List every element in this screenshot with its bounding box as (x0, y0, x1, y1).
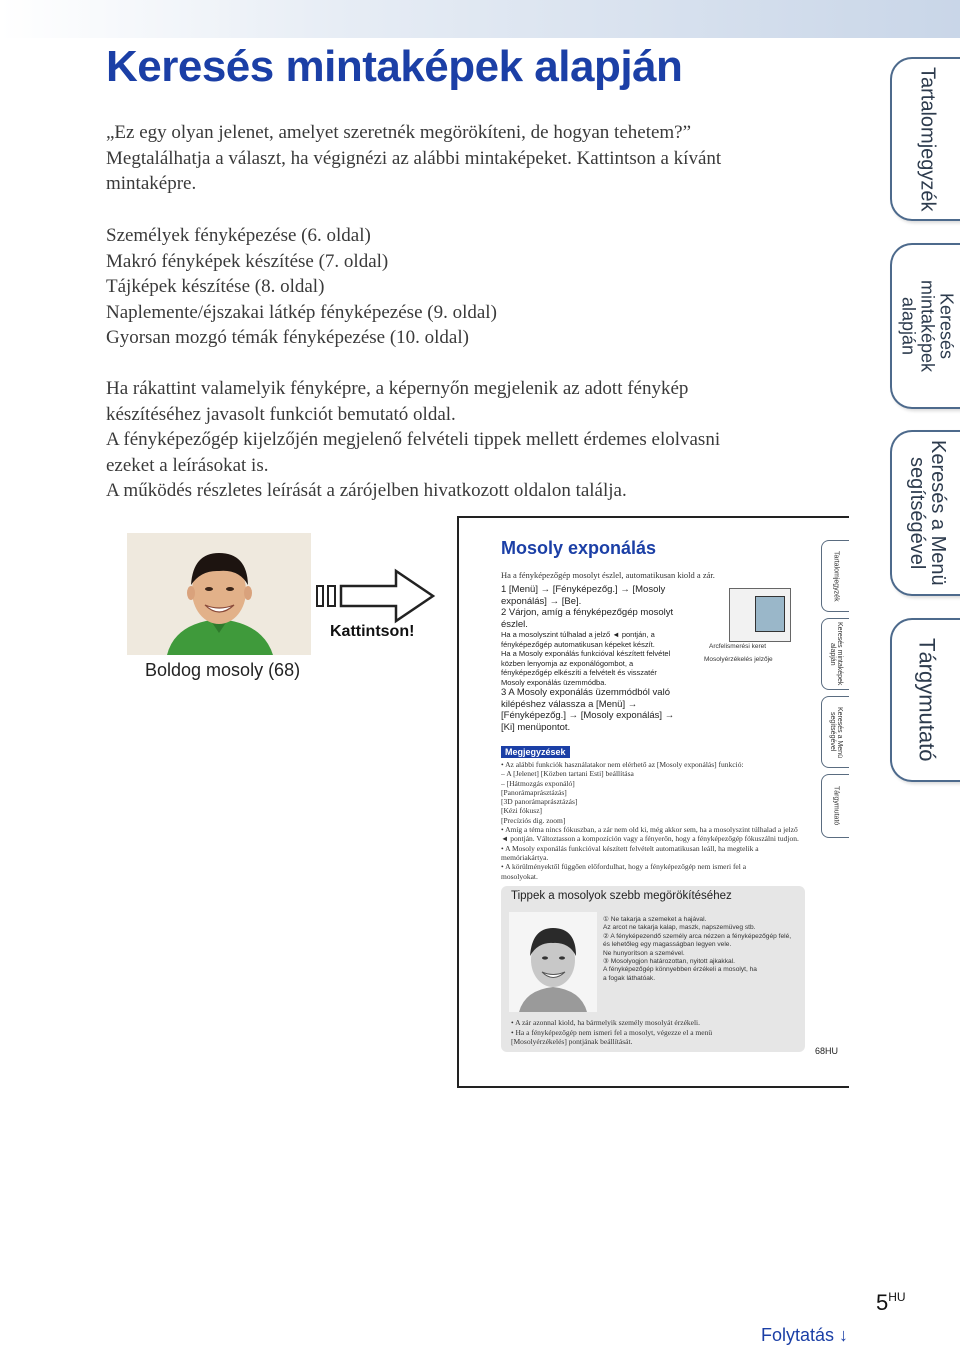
thumb-step-line: Ha a Mosoly exponálás funkcióval készített felvétel (501, 649, 671, 658)
thumb-tip-line: a fogak láthatóak. (603, 974, 656, 982)
thumb-note-line: ◄ pontján. Változtasson a kompozíción vagy a fényerőn, hogy a fényképezőgép fókuszálni tudjon. (501, 834, 799, 844)
thumb-note-line: mosolyokat. (501, 871, 538, 881)
page-number-value: 5 (876, 1290, 889, 1315)
thumb-tip-bottom-line: • Ha a fényképezőgép nem ismeri fel a mosolyt, végezze el a menü (511, 1027, 713, 1037)
body-line: A működés részletes leírását a zárójelben hivatkozott oldalon találja. (106, 480, 627, 501)
thumb-note-line: [Precíziós dig. zoom] (501, 815, 566, 825)
arrow-right-icon (316, 568, 438, 624)
thumb-tips-box (501, 886, 805, 1052)
thumb-step-line: fényképezőgép elkészíti a felvételt és visszatér (501, 668, 657, 677)
tab-sample-search-label: Keresés mintaképek alapján (898, 279, 957, 373)
tab-index-label: Tárgymutató (914, 638, 940, 762)
thumb-note-line: • Az alábbi funkciók használatakor nem elérhető az [Mosoly exponálás] funkció: (501, 760, 744, 769)
thumb-note-line: memóriakártya. (501, 852, 549, 862)
thumb-tab-sample-search (821, 618, 849, 690)
thumb-tab-menu-search (821, 696, 849, 768)
body-paragraph (106, 376, 851, 504)
thumb-step-line: [Ki] menüpontot. (501, 721, 571, 733)
thumb-note-line: – A [Jelenet] [Közben tartani Esti] beállítása (501, 769, 634, 779)
header-bar (0, 0, 960, 38)
continue-link[interactable]: Folytatás ↓ (761, 1325, 849, 1345)
link-people[interactable]: Személyek fényképezése (6. oldal) (106, 225, 371, 246)
thumb-tip-line: ③ Mosolyogjon határozottan, nyitott ajkakkal. (603, 958, 735, 966)
tab-sample-search[interactable] (890, 243, 960, 409)
tab-contents[interactable] (890, 57, 960, 221)
thumb-title: Mosoly exponálás (501, 538, 657, 558)
page-number-suffix: HU (888, 1290, 906, 1304)
photo-caption: Boldog mosoly (68) (145, 660, 301, 680)
tab-index[interactable] (890, 618, 960, 782)
thumb-step-line: észlel. (501, 618, 528, 630)
body-line: ezeket a leírásokat is. (106, 454, 269, 476)
thumb-step-line: közben lenyomja az exponálógombot, a (501, 658, 634, 668)
thumb-tip-bottom-line: • A zár azonnal kiold, ha bármelyik személy mosolyát érzékeli. (511, 1018, 701, 1027)
page-number (876, 1290, 906, 1316)
thumb-step-line: exponálás] → [Be]. (501, 595, 582, 607)
sample-photo-happy-smile[interactable] (127, 533, 311, 655)
thumb-camera-label: Mosolyérzékelés jelzője (704, 656, 773, 663)
thumb-note-line: [3D panorámaprásztázás] (501, 797, 578, 807)
tab-menu-search-label: Keresés a Menü segítségével (906, 440, 949, 586)
sample-links (106, 223, 497, 351)
thumb-camera-label: Arcfelismerési keret (709, 643, 767, 650)
thumb-step-line: kilépéshez válassza a [Menü] → (501, 698, 638, 710)
intro-line: mintaképre. (106, 173, 197, 194)
body-line: készítéséhez javasolt funkciót bemutató oldal. (106, 403, 456, 425)
body-line: Ha rákattint valamelyik fényképre, a képernyőn megjelenik az adott fénykép (106, 378, 689, 399)
thumb-tab-contents (821, 540, 849, 612)
link-sunset-night[interactable]: Naplemente/éjszakai látkép fényképezése (9. oldal) (106, 301, 497, 323)
thumb-subtitle: Ha a fényképezőgép mosolyt észlel, automatikusan kiold a zár. (501, 570, 715, 580)
thumb-tip-line: ① Ne takarja a szemeket a hajával. (603, 916, 707, 923)
thumb-notes (501, 760, 801, 881)
thumb-tip-line: Az arcot ne takarja kalap, maszk, napszemüveg stb. (603, 924, 756, 932)
thumb-note-line: • A Mosoly exponálás funkcióval készített felvételt automatikusan leáll, ha megtelik a (501, 843, 759, 853)
body-line: A fényképezőgép kijelzőjén megjelenő felvételi tippek mellett érdemes elolvasni (106, 429, 721, 450)
thumb-step-line: fényképezőgép automatikusan képeket készít. (501, 639, 655, 649)
thumb-tip-bottom (511, 1018, 712, 1047)
thumb-tip-line: és lehetőleg egy magasságban legyen vele. (603, 941, 732, 949)
thumb-note-line: – [Hátmozgás exponáló] (501, 778, 575, 788)
thumb-tab-label: Tartalomjegyzék (832, 550, 840, 602)
thumb-camera-screen (729, 588, 791, 642)
link-macro[interactable]: Makró fényképek készítése (7. oldal) (106, 250, 389, 272)
thumb-tab-index (821, 774, 849, 838)
link-landscape[interactable]: Tájképek készítése (8. oldal) (106, 276, 325, 297)
page-title: Keresés mintaképek alapján (106, 42, 683, 91)
thumb-step-line: 1 [Menü] → [Fényképezőg.] → [Mosoly (501, 584, 666, 595)
click-label: Kattintson! (330, 623, 415, 640)
thumb-note-line: [Panorámaprásztázás] (501, 787, 567, 797)
thumb-tip-lines (603, 916, 791, 983)
thumb-tips-heading: Tippek a mosolyok szebb megörökítéséhez (511, 890, 732, 902)
thumb-tip-line: A fényképezőgép könnyebben érzékeli a mosolyt, ha (603, 966, 757, 974)
thumb-step-line: 3 A Mosoly exponálás üzemmódból való (501, 687, 670, 698)
link-fast-moving[interactable]: Gyorsan mozgó témák fényképezése (10. oldal) (106, 327, 469, 348)
thumb-tip-line: ② A fényképezendő személy arca nézzen a fényképezőgép felé, (603, 932, 792, 940)
boy-smiling-image (509, 912, 597, 1012)
thumb-step-line: 2 Várjon, amíg a fényképezőgép mosolyt (501, 607, 674, 618)
tab-menu-search[interactable] (890, 430, 960, 596)
boy-smiling-image (127, 533, 311, 655)
thumb-tab-label: Keresés mintaképek alapján (829, 622, 843, 686)
thumb-step-line: Ha a mosolyszint túlhalad a jelző ◄ pontján, a (501, 630, 655, 639)
thumb-step-line: Mosoly exponálás üzemmódba. (501, 677, 607, 687)
thumb-tab-label: Keresés a Menü segítségével (829, 706, 843, 758)
page-thumbnail[interactable] (457, 516, 849, 1088)
intro-line: „Ez egy olyan jelenet, amelyet szeretnék megörökíteni, de hogyan tehetem?” (106, 122, 692, 143)
thumb-tips-photo (509, 912, 597, 1012)
thumb-note-line: [Kézi fókusz] (501, 806, 543, 816)
tab-contents-label: Tartalomjegyzék (916, 66, 939, 212)
thumb-steps (501, 584, 701, 733)
thumb-tip-line: Ne hunyorítson a szemével. (603, 949, 685, 957)
thumb-step-line: [Fényképezőg.] → [Mosoly exponálás] → (501, 710, 675, 721)
thumb-note-line: • Amíg a téma nincs fókuszban, a zár nem old ki, még akkor sem, ha a mosolyszint túlhalad a jelző (501, 825, 798, 835)
thumb-page-number: 68HU (815, 1046, 839, 1056)
intro-paragraph (106, 120, 851, 197)
thumb-note-line: • A körülményektől függően előfordulhat, hogy a fényképezőgép nem ismeri fel a (501, 862, 747, 872)
thumb-notes-heading: Megjegyzések (501, 746, 570, 758)
intro-line: Megtalálhatja a választ, ha végignézi az alábbi mintaképeket. Kattintson a kívánt (106, 147, 722, 169)
thumb-camera-face (755, 596, 785, 632)
thumb-tab-label: Tárgymutató (832, 786, 840, 826)
thumb-tip-bottom-line: [Mosolyérzékelés] pontjának beállítását. (511, 1037, 633, 1046)
